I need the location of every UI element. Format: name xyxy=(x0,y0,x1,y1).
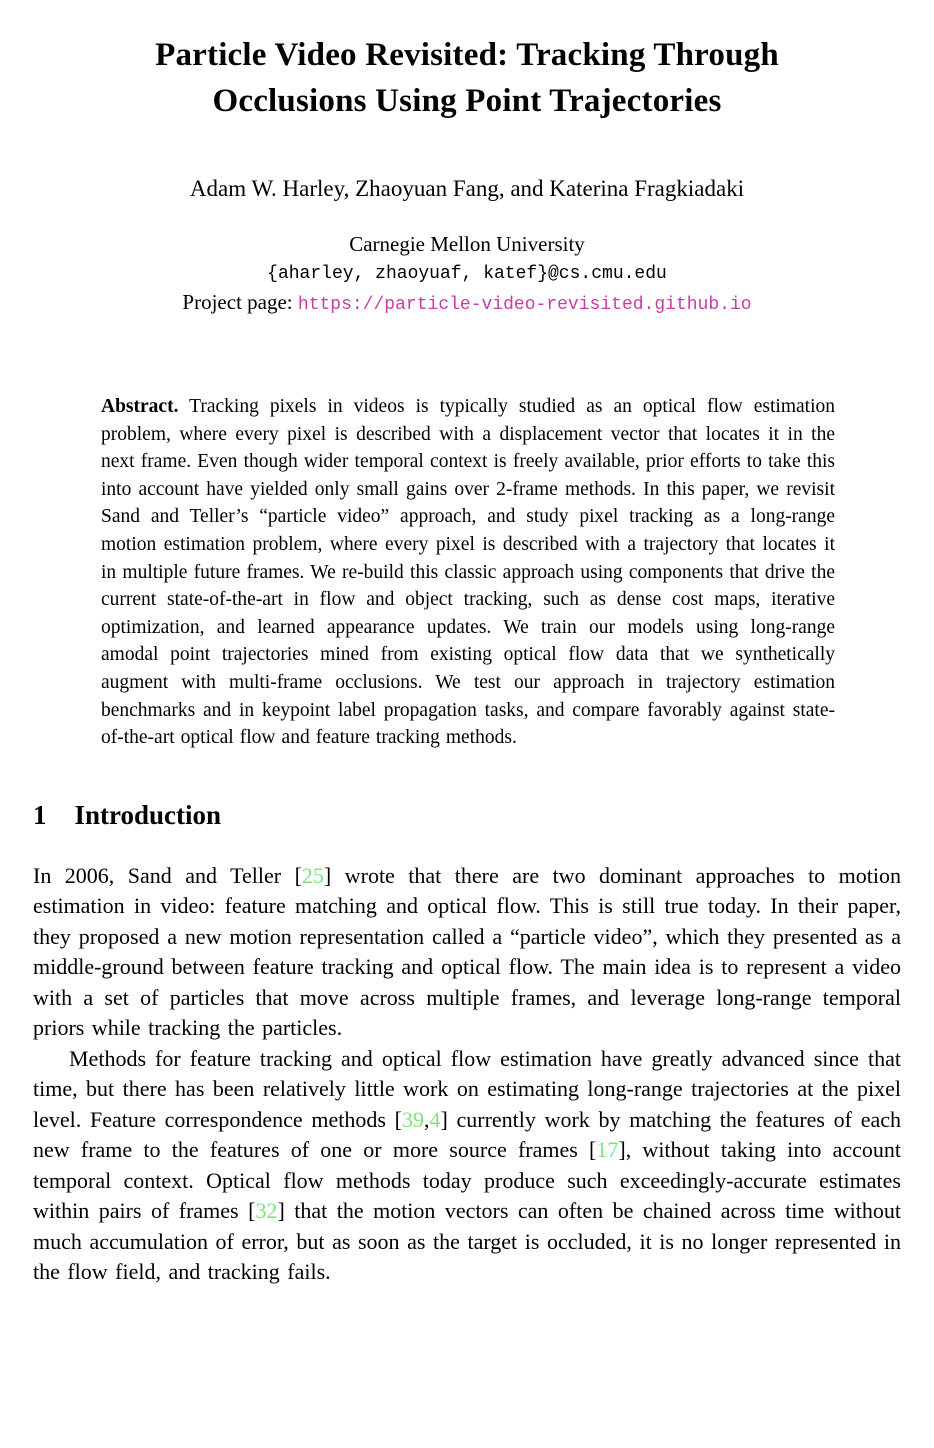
project-page-label: Project page: xyxy=(182,290,298,314)
citation-ref[interactable]: 17 xyxy=(596,1137,619,1163)
author-list: Adam W. Harley, Zhaoyuan Fang, and Katerina Fragkiadaki xyxy=(189,176,745,201)
section-title: Introduction xyxy=(74,799,222,830)
section-heading-introduction xyxy=(33,800,901,831)
paper-title-line2: Occlusions Using Point Trajectories xyxy=(212,83,722,119)
section-number: 1 xyxy=(33,799,47,830)
citation-ref[interactable]: 32 xyxy=(255,1198,278,1224)
citation-ref[interactable]: 25 xyxy=(301,862,324,888)
intro-paragraph-2: Methods for feature tracking and optical flow estimation have greatly advanced since that time, but there has been relatively little work on estimating long-range trajectories at the pixel level. Feature correspondence methods [39,4] currently work by matching the features of each new frame to the features of one or more source frames [17], without taking into account temporal context. Optical flow methods today produce such exceedingly-accurate estimates within pairs of frames [32] that the motion vectors can often be chained across time without much accumulation of error, but as soon as the target is occluded, it is no longer represented in the flow field, and tracking fails. xyxy=(33,1045,902,1285)
citation-ref[interactable]: 39 xyxy=(401,1106,424,1132)
project-page-line xyxy=(33,290,901,315)
intro-paragraph-1: In 2006, Sand and Teller [25] wrote that there are two dominant approaches to motion estimation in video: feature matching and optical flow. This is still true today. In their paper, they proposed a new motion representation called a “particle video”, which they presented as a middle-ground between feature tracking and optical flow. The main idea is to represent a video with a set of particles that move across multiple frames, and leverage long-range temporal priors while tracking the particles. xyxy=(33,862,901,1041)
abstract-text: Tracking pixels in videos is typically studied as an optical flow estimation problem, where every pixel is described with a displacement vector that locates it in the next frame. Even though wider temporal context is freely available, prior efforts to take this into account have yielded only small gains over 2-frame methods. In this paper, we revisit Sand and Teller’s “particle video” approach, and study pixel tracking as a long-range motion estimation problem, where every pixel is described with a trajectory that locates it in multiple future frames. We re-build this classic approach using components that drive the current state-of-the-art in flow and object tracking, such as dense cost maps, iterative optimization, and learned appearance updates. We train our models using long-range amodal point trajectories mined from existing optical flow data that we synthetically augment with multi-frame occlusions. We test our approach in trajectory estimation benchmarks and in keypoint label propagation tasks, and compare favorably against state-of-the-art optical flow and feature tracking methods. xyxy=(101,396,835,749)
author-emails: {aharley, zhaoyuaf, katef}@cs.cmu.edu xyxy=(267,264,667,284)
paper-title-line1: Particle Video Revisited: Tracking Through xyxy=(155,37,779,73)
abstract-label: Abstract. xyxy=(101,396,179,417)
abstract xyxy=(101,393,835,752)
citation-ref[interactable]: 4 xyxy=(429,1106,441,1132)
paper-title xyxy=(33,32,901,124)
affiliation: Carnegie Mellon University xyxy=(349,232,585,256)
project-page-link[interactable]: https://particle-video-revisited.github.io xyxy=(297,295,752,315)
